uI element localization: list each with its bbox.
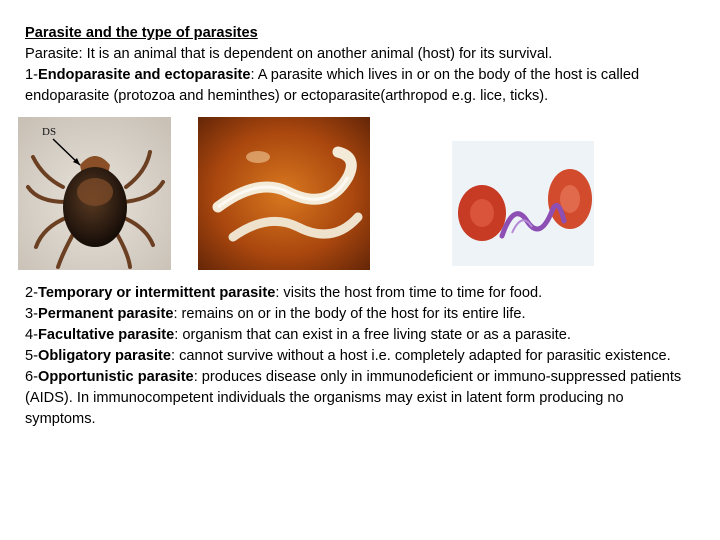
parasite-definition: Parasite: It is an animal that is dependent on another animal (host) for its survival.	[25, 46, 553, 62]
item-4-num: 4-	[25, 327, 38, 343]
worm-image	[198, 117, 370, 270]
item-6-text: : produces disease only in immunodeficient or immuno-suppressed patients (AIDS). In immunocompetent individuals the organisms may exist in latent form producing no symptoms.	[25, 369, 682, 427]
item-1-term: Endoparasite and ectoparasite	[37, 67, 251, 83]
item-6-num: 6-	[25, 369, 38, 385]
item-5-term: Obligatory parasite	[37, 348, 171, 364]
item-5-num: 5-	[25, 348, 38, 364]
types-block	[25, 283, 693, 430]
item-1-num: 1-	[25, 67, 38, 83]
item-6-term: Opportunistic parasite	[37, 369, 194, 385]
item-1-text: : A parasite which lives in or on the body of the host is called endoparasite (protozoa and heminthes) or ectoparasite(arthropod e.g. lice, ticks).	[25, 67, 640, 104]
item-2-num: 2-	[25, 285, 38, 301]
item-3-term: Permanent parasite	[37, 306, 174, 322]
item-3-text: : remains on or in the body of the host for its entire life.	[173, 306, 526, 322]
item-3	[25, 304, 693, 325]
trypanosome-image	[452, 141, 594, 266]
item-2-term: Temporary or intermittent parasite	[37, 285, 276, 301]
tick-image	[18, 117, 171, 270]
item-5	[25, 346, 693, 367]
item-4-text: : organism that can exist in a free living state or as a parasite.	[174, 327, 571, 343]
item-2	[25, 283, 693, 304]
tick-label: DS	[42, 126, 57, 138]
item-4	[25, 325, 693, 346]
page-title: Parasite and the type of parasites	[25, 25, 258, 41]
item-6	[25, 367, 693, 430]
intro-block	[25, 23, 693, 107]
item-5-text: : cannot survive without a host i.e. completely adapted for parasitic existence.	[171, 348, 671, 364]
item-4-term: Facultative parasite	[37, 327, 175, 343]
item-3-num: 3-	[25, 306, 38, 322]
item-2-text: : visits the host from time to time for food.	[275, 285, 543, 301]
item-1	[25, 67, 639, 104]
